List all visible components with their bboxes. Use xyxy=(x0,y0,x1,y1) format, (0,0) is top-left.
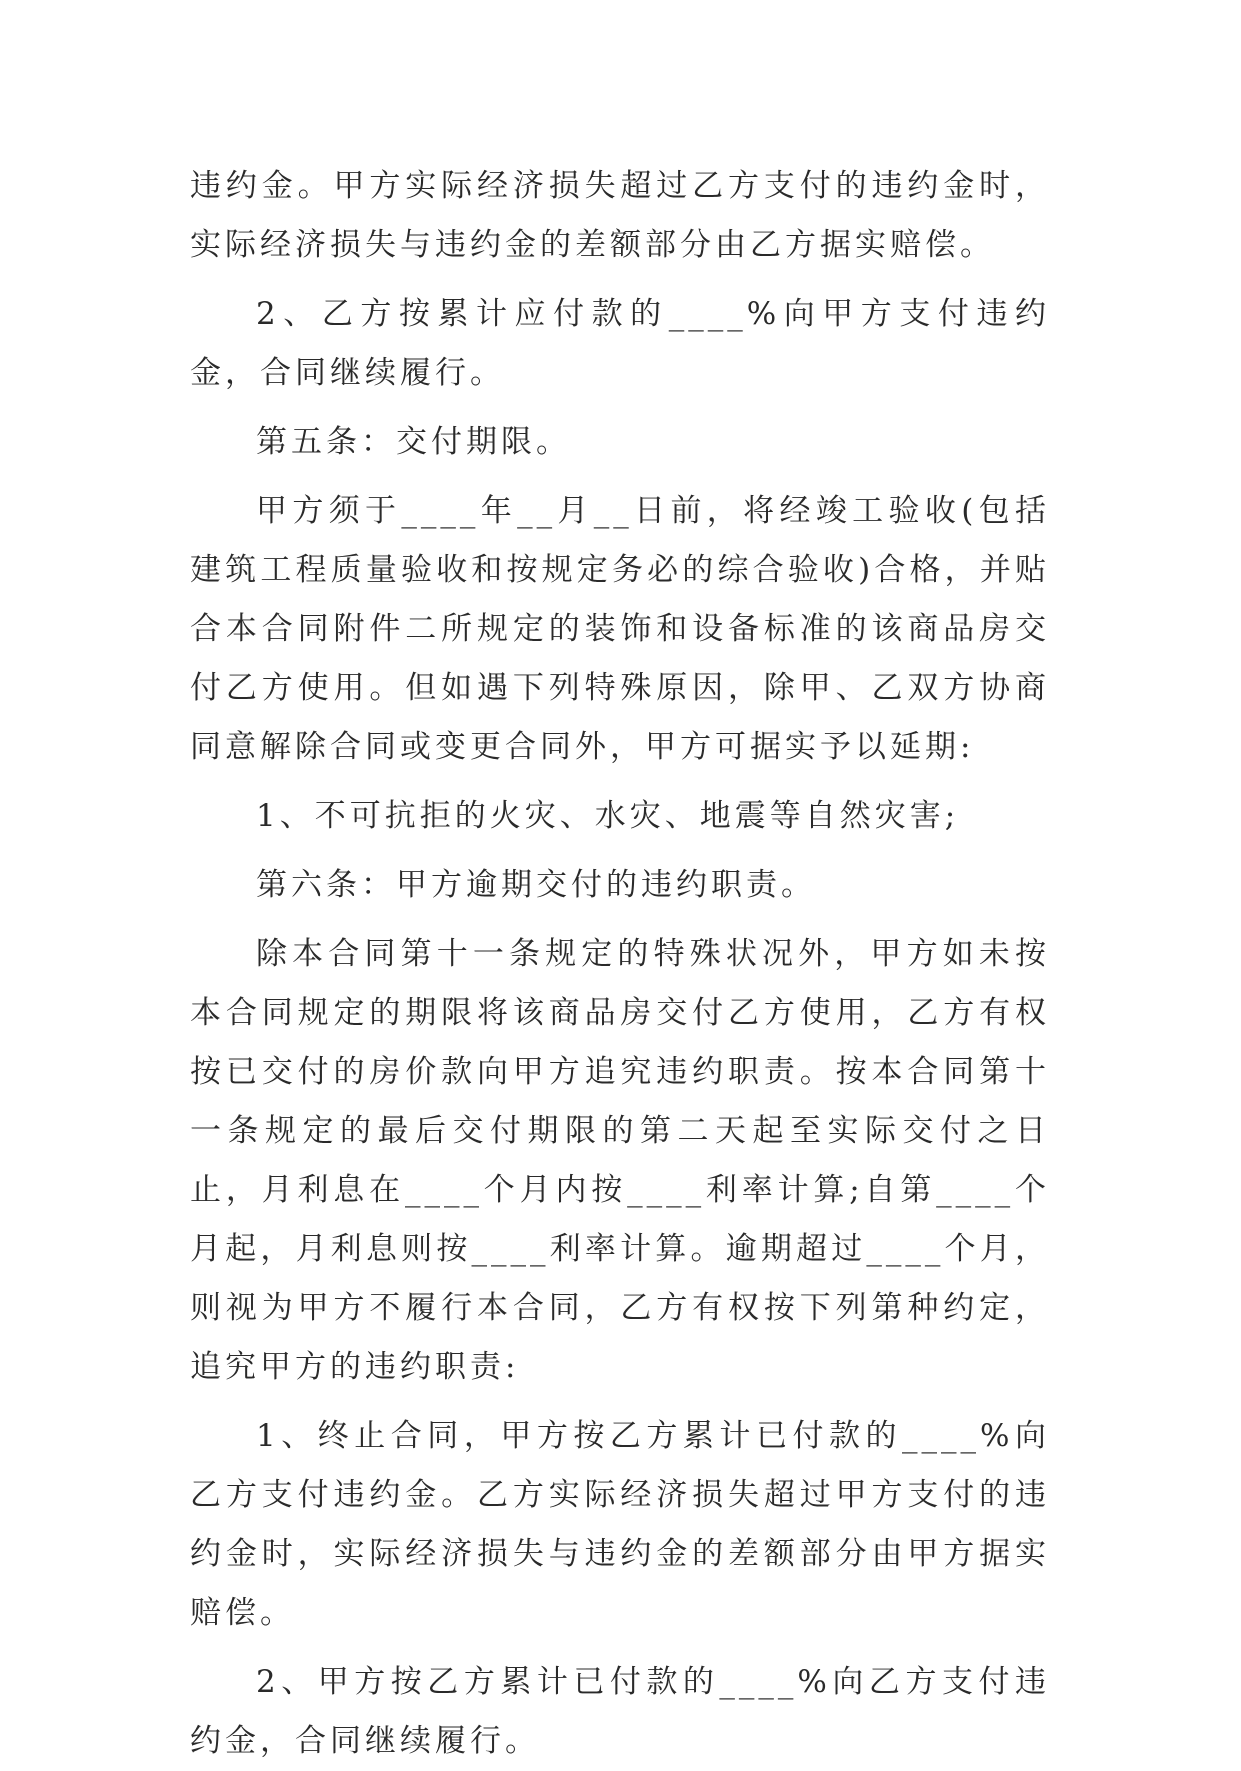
paragraph-force-majeure: 1、不可抗拒的火灾、水灾、地震等自然灾害; xyxy=(256,798,960,834)
article-6-heading: 第六条：甲方逾期交付的违约职责。 xyxy=(256,867,816,903)
article-5-heading: 第五条：交付期限。 xyxy=(256,424,571,460)
paragraph-continuation: 违约金。甲方实际经济损失超过乙方支付的违约金时，实际经济损失与违约金的差额部分由乙方据实赔偿。 xyxy=(190,168,1050,263)
paragraph-delivery-deadline: 甲方须于____年__月__日前，将经竣工验收(包括建筑工程质量验收和按规定务必的综合验收)合格，并贴合本合同附件二所规定的装饰和设备标准的该商品房交付乙方使用。但如遇下列特殊原因，除甲、乙双方协商同意解除合同或变更合同外，甲方可据实予以延期: xyxy=(190,493,1050,765)
paragraph-clause-2: 2、乙方按累计应付款的____%向甲方支付违约金，合同继续履行。 xyxy=(190,296,1050,391)
paragraph-continue-contract: 2、甲方按乙方累计已付款的____%向乙方支付违约金，合同继续履行。 xyxy=(190,1664,1050,1759)
document-body xyxy=(190,157,1050,1771)
paragraph-late-delivery: 除本合同第十一条规定的特殊状况外，甲方如未按本合同规定的期限将该商品房交付乙方使用，乙方有权按已交付的房价款向甲方追究违约职责。按本合同第十一条规定的最后交付期限的第二天起至实际交付之日止，月利息在____个月内按____利率计算;自第____个月起，月利息则按____利率计算。逾期超过____个月，则视为甲方不履行本合同，乙方有权按下列第种约定，追究甲方的违约职责: xyxy=(190,936,1050,1385)
paragraph-terminate-contract: 1、终止合同，甲方按乙方累计已付款的____%向乙方支付违约金。乙方实际经济损失超过甲方支付的违约金时，实际经济损失与违约金的差额部分由甲方据实赔偿。 xyxy=(190,1418,1050,1631)
